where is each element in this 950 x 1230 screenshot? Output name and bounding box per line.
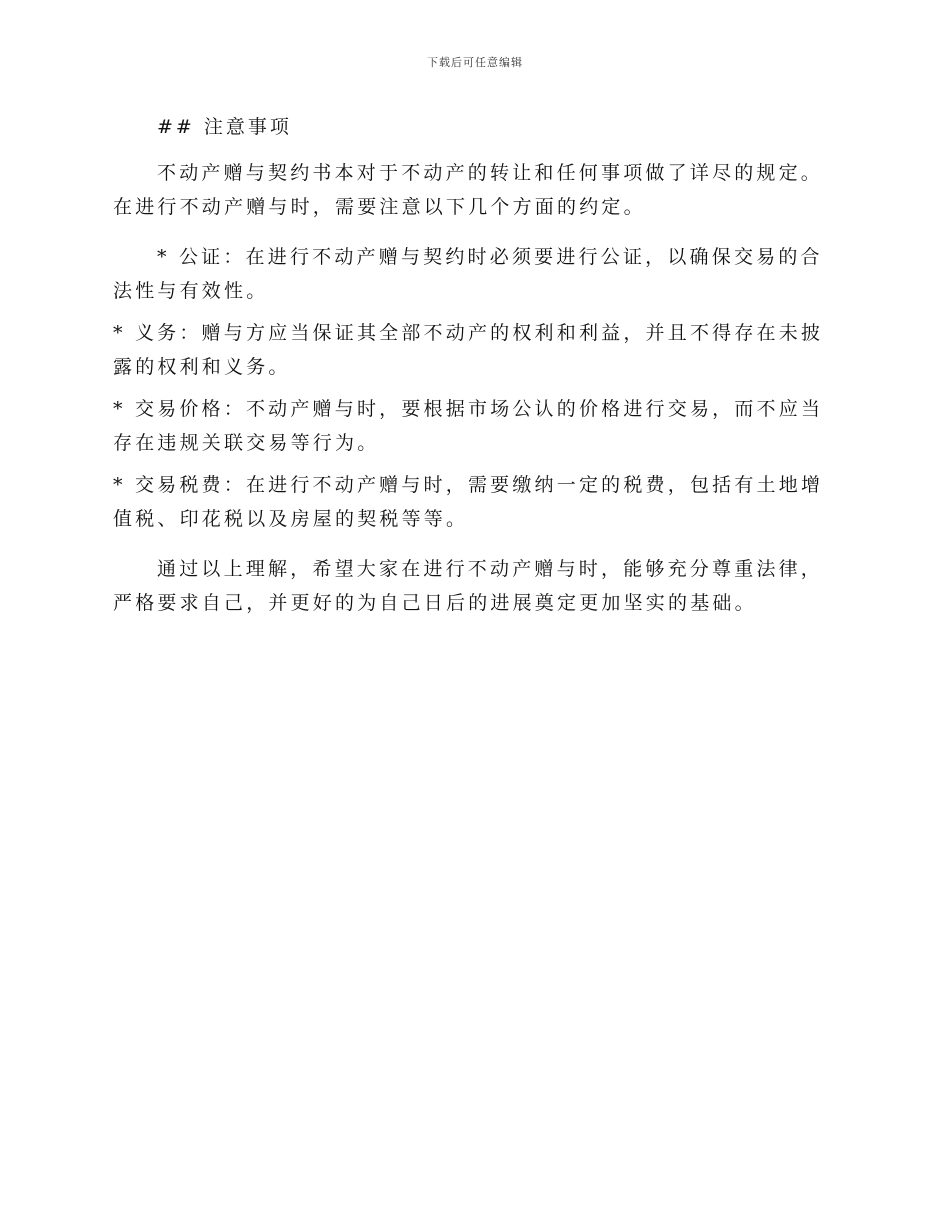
page-header-note: 下载后可任意编辑 <box>427 56 523 69</box>
intro-paragraph: 不动产赠与契约书本对于不动产的转让和任何事项做了详尽的规定。在进行不动产赠与时，需要注意以下几个方面的约定。 <box>113 162 824 218</box>
list-item-obligations: * 义务：赠与方应当保证其全部不动产的权利和利益，并且不得存在未披露的权利和义务。 <box>113 322 824 378</box>
list-item-notarization: * 公证：在进行不动产赠与契约时必须要进行公证，以确保交易的合法性与有效性。 <box>113 246 823 302</box>
document-body <box>113 112 833 636</box>
list-item-transaction-price: * 交易价格：不动产赠与时，要根据市场公认的价格进行交易，而不应当存在违规关联交易等行为。 <box>113 398 824 454</box>
conclusion-paragraph: 通过以上理解，希望大家在进行不动产赠与时，能够充分尊重法律，严格要求自己，并更好的为自己日后的进展奠定更加坚实的基础。 <box>113 558 824 614</box>
list-item-transaction-taxes: * 交易税费：在进行不动产赠与时，需要缴纳一定的税费，包括有土地增值税、印花税以及房屋的契税等等。 <box>113 474 824 530</box>
section-heading: ## 注意事项 <box>157 116 292 138</box>
